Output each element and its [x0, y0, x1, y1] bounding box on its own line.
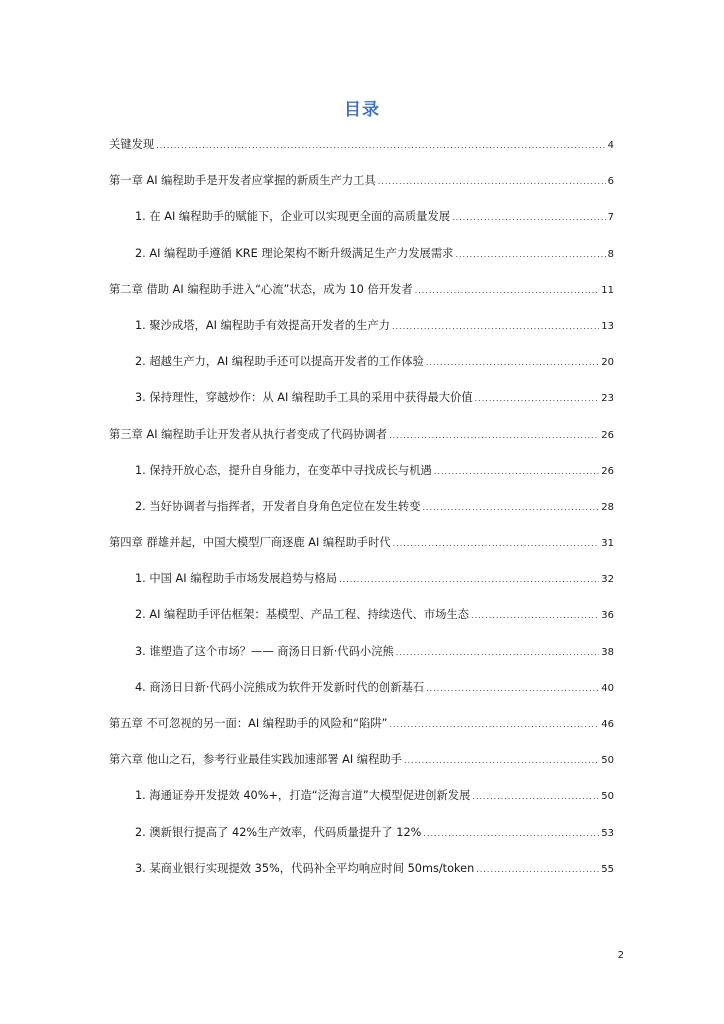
- toc-dot-leader: [378, 178, 606, 186]
- toc-entry-page: 23: [601, 393, 614, 405]
- toc-entry-page: 28: [601, 501, 614, 513]
- toc-dot-leader: [423, 504, 600, 512]
- toc-dot-leader: [392, 323, 599, 331]
- toc-entry-text: 1. 保持开放心态，提升自身能力，在变革中寻找成长与机遇: [135, 463, 432, 477]
- toc-section-entry[interactable]: [109, 570, 614, 606]
- toc-entry-page: 50: [601, 791, 614, 803]
- toc-entry-page: 55: [601, 863, 614, 875]
- toc-entry-text: 第六章 他山之石，参考行业最佳实践加速部署 AI 编程助手: [109, 753, 402, 767]
- toc-entry-text: 1. 中国 AI 编程助手市场发展趋势与格局: [135, 572, 338, 586]
- toc-chapter-entry[interactable]: [109, 172, 614, 208]
- toc-dot-leader: [389, 721, 599, 729]
- toc-entry-text: 1. 海通证券开发提效 40%+，打造“泛海言道”大模型促进创新发展: [135, 789, 471, 803]
- toc-entry-page: 36: [601, 610, 614, 622]
- toc-dot-leader: [415, 287, 600, 295]
- toc-section-entry[interactable]: [109, 860, 614, 896]
- page-number: 2: [617, 950, 624, 961]
- toc-dot-leader: [389, 432, 599, 440]
- toc-entry-page: 13: [601, 320, 614, 332]
- toc-dot-leader: [156, 142, 605, 150]
- toc-entry-text: 2. 超越生产力，AI 编程助手还可以提高开发者的工作体验: [135, 355, 424, 369]
- toc-entry-text: 第一章 AI 编程助手是开发者应掌握的新质生产力工具: [109, 174, 376, 188]
- toc-entry-text: 1. 聚沙成塔，AI 编程助手有效提高开发者的生产力: [135, 318, 390, 332]
- toc-dot-leader: [471, 612, 599, 620]
- toc-section-entry[interactable]: [109, 606, 614, 642]
- toc-dot-leader: [426, 685, 599, 693]
- toc-title: 目录: [344, 100, 380, 120]
- toc-section-entry[interactable]: [109, 462, 614, 498]
- toc-section-entry[interactable]: [109, 824, 614, 860]
- toc-section-entry[interactable]: [109, 317, 614, 353]
- toc-section-entry[interactable]: [109, 643, 614, 679]
- toc-entry-text: 2. 澳新银行提高了 42%生产效率，代码质量提升了 12%: [135, 825, 422, 839]
- toc-entry-page: 31: [601, 538, 614, 550]
- toc-dot-leader: [475, 395, 600, 403]
- toc-dot-leader: [434, 468, 599, 476]
- table-of-contents: [109, 136, 614, 896]
- toc-entry-text: 关键发现: [109, 138, 155, 151]
- toc-entry-text: 2. 当好协调者与指挥者，开发者自身角色定位在发生转变: [135, 499, 421, 513]
- toc-section-entry[interactable]: [109, 679, 614, 715]
- toc-entry-page: 7: [607, 212, 614, 224]
- toc-entry-page: 40: [601, 682, 614, 694]
- toc-section-entry[interactable]: [109, 498, 614, 534]
- toc-entry-page: 4: [607, 140, 614, 151]
- toc-section-entry[interactable]: [109, 353, 614, 389]
- toc-entry-text: 2. AI 编程助手遵循 KRE 理论架构不断升级满足生产力发展需求: [135, 246, 454, 260]
- toc-entry-page: 50: [601, 755, 614, 767]
- toc-entry-text: 1. 在 AI 编程助手的赋能下，企业可以实现更全面的高质量发展: [135, 210, 451, 224]
- toc-section-entry[interactable]: [109, 389, 614, 425]
- toc-entry-text: 3. 某商业银行实现提效 35%，代码补全平均响应时间 50ms/token: [135, 861, 475, 875]
- toc-entry-text: 第二章 借助 AI 编程助手进入“心流”状态，成为 10 倍开发者: [109, 282, 413, 296]
- toc-entry-page: 8: [607, 248, 614, 260]
- toc-entry-text: 第五章 不可忽视的另一面：AI 编程助手的风险和“陷阱”: [109, 717, 388, 730]
- toc-entry-page: 6: [607, 176, 614, 188]
- toc-chapter-entry[interactable]: [109, 751, 614, 787]
- toc-entry-page: 11: [601, 284, 614, 296]
- toc-entry-text: 第三章 AI 编程助手让开发者从执行者变成了代码协调者: [109, 427, 388, 441]
- toc-dot-leader: [339, 576, 599, 584]
- toc-entry-text: 3. 谁塑造了这个市场？—— 商汤日日新·代码小浣熊: [135, 644, 394, 658]
- toc-entry-text: 4. 商汤日日新·代码小浣熊成为软件开发新时代的创新基石: [135, 680, 425, 694]
- toc-section-entry[interactable]: [109, 787, 614, 823]
- toc-dot-leader: [452, 214, 606, 222]
- toc-entry-page: 32: [601, 574, 614, 586]
- toc-chapter-entry[interactable]: [109, 281, 614, 317]
- toc-entry-page: 38: [601, 646, 614, 658]
- toc-entry-page: 26: [601, 429, 614, 441]
- toc-dot-leader: [404, 757, 599, 765]
- toc-entry-text: 2. AI 编程助手评估框架：基模型、产品工程、持续迭代、市场生态: [135, 608, 470, 622]
- toc-entry-text: 第四章 群雄并起，中国大模型厂商逐鹿 AI 编程助手时代: [109, 536, 391, 550]
- toc-chapter-entry[interactable]: [109, 715, 614, 751]
- toc-dot-leader: [426, 359, 599, 367]
- toc-dot-leader: [472, 793, 599, 801]
- toc-chapter-entry[interactable]: [109, 426, 614, 462]
- toc-dot-leader: [393, 540, 600, 548]
- toc-entry-text: 3. 保持理性，穿越炒作：从 AI 编程助手工具的采用中获得最大价值: [135, 391, 473, 405]
- toc-dot-leader: [423, 830, 599, 838]
- toc-section-entry[interactable]: [109, 208, 614, 244]
- toc-dot-leader: [476, 866, 599, 874]
- toc-entry-page: 20: [601, 357, 614, 369]
- toc-entry-page: 26: [601, 465, 614, 477]
- toc-dot-leader: [396, 649, 599, 657]
- toc-chapter-entry[interactable]: [109, 534, 614, 570]
- toc-section-entry[interactable]: [109, 245, 614, 281]
- toc-entry-page: 53: [601, 827, 614, 839]
- toc-chapter-entry[interactable]: [109, 136, 614, 172]
- toc-dot-leader: [455, 251, 605, 259]
- toc-entry-page: 46: [601, 719, 614, 730]
